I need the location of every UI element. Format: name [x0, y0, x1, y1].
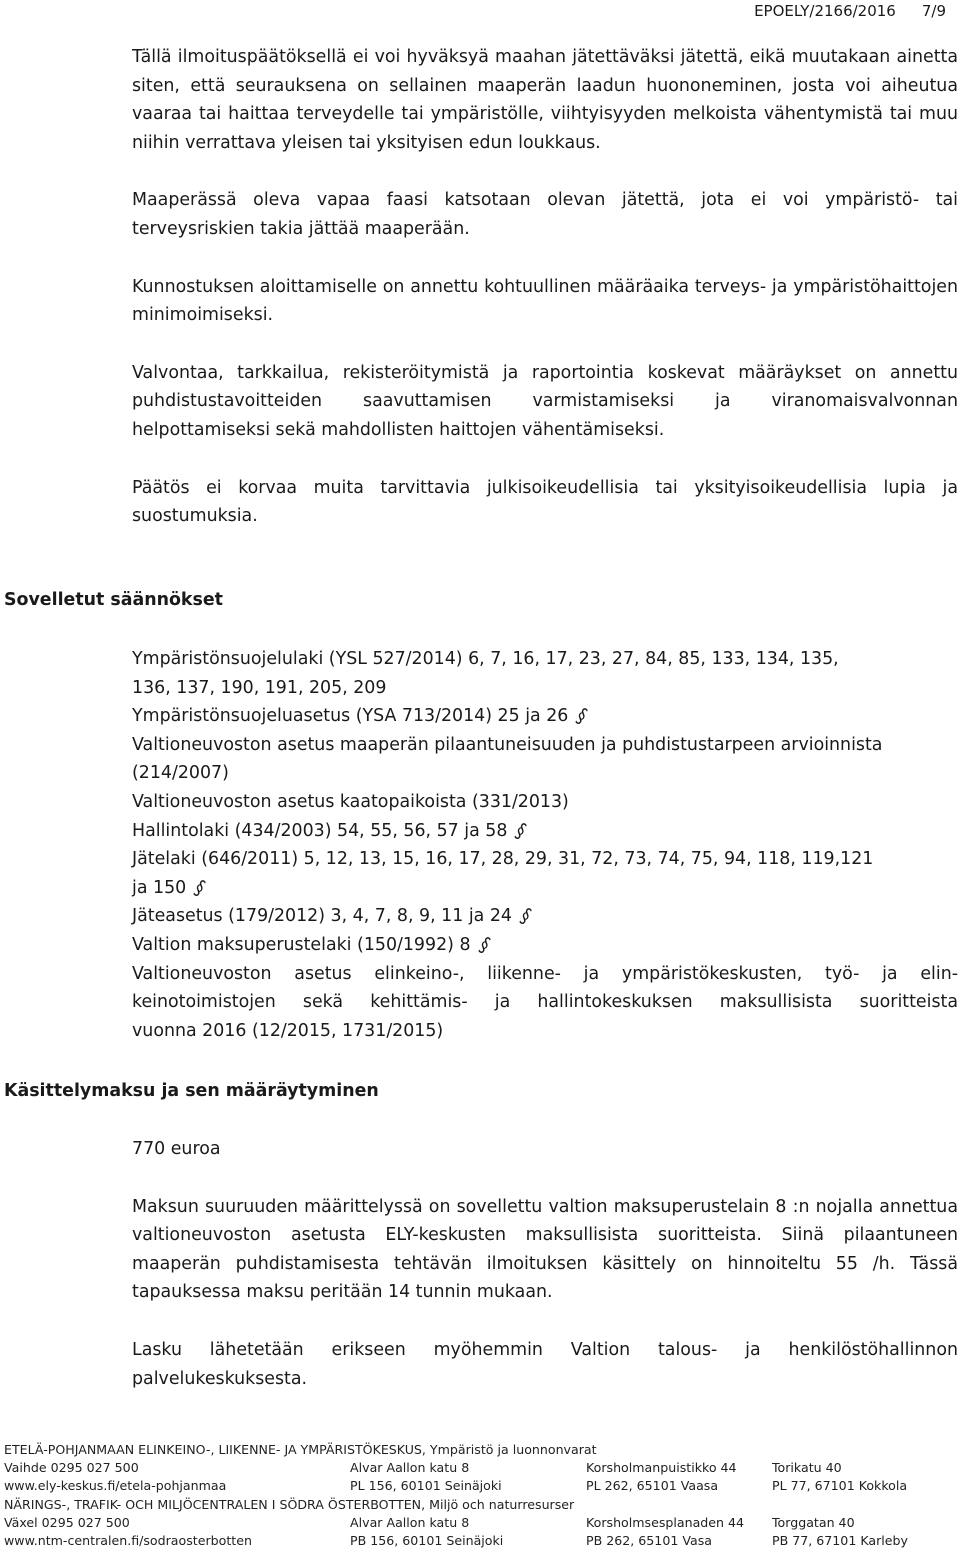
footer-website-link[interactable]: www.ntm-centralen.fi/sodraosterbotten	[4, 1533, 252, 1549]
provision-line: Ympäristönsuojeluasetus (YSA 713/2014) 25 ja 26 §	[132, 703, 592, 729]
page-header	[754, 0, 946, 22]
heading-processing-fee: Käsittelymaksu ja sen määräytyminen	[4, 1081, 379, 1101]
page-number: 7/9	[921, 2, 946, 20]
paragraph-2: Maaperässä oleva vapaa faasi katsotaan olevan jätettä, jota ei voi ympäristö- tai terveysriskien takia jättää maaperään.	[132, 190, 958, 239]
body-paragraphs	[132, 43, 958, 560]
fee-amount: 770 euroa	[132, 1139, 221, 1159]
footer-postbox: PL 77, 67101 Kokkola	[772, 1478, 908, 1494]
provision-line: Jäteasetus (179/2012) 3, 4, 7, 8, 9, 11 ja 24 §	[132, 903, 536, 930]
section-sign-glyph: §	[190, 874, 210, 901]
section-sign-glyph: §	[572, 703, 592, 729]
footer-postbox: PB 262, 65101 Vasa	[586, 1533, 712, 1549]
provision-line: Valtioneuvoston asetus kaatopaikoista (331/2013)	[132, 791, 569, 812]
provision-line: vuonna 2016 (12/2015, 1731/2015)	[132, 1020, 444, 1041]
provision-line: Hallintolaki (434/2003) 54, 55, 56, 57 ja 58 §	[132, 817, 531, 844]
footer-row	[4, 1532, 954, 1550]
footer-phone: Växel 0295 027 500	[4, 1514, 130, 1530]
provision-line: 136, 137, 190, 191, 205, 209	[132, 677, 387, 698]
footer-address: Torggatan 40	[772, 1514, 855, 1530]
document-reference: EPOELY/2166/2016	[754, 2, 896, 20]
page-footer	[4, 1441, 954, 1550]
paragraph-5: Päätös ei korvaa muita tarvittavia julkisoikeudellisia tai yksityisoikeudellisia lupia ja suostumuksia.	[132, 477, 958, 527]
section-sign-glyph: §	[511, 817, 531, 844]
footer-postbox: PB 77, 67101 Karleby	[772, 1533, 908, 1549]
footer-postbox: PB 156, 60101 Seinäjoki	[350, 1533, 504, 1549]
provision-line: ja 150 §	[132, 874, 210, 901]
paragraph-3: Kunnostuksen aloittamiselle on annettu kohtuullinen määräaika terveys- ja ympäristöhaittojen minimoimiseksi.	[132, 276, 958, 326]
footer-postbox: PL 156, 60101 Seinäjoki	[350, 1478, 502, 1494]
paragraph-4: Valvontaa, tarkkailua, rekisteröitymistä ja raportointia koskevat määräykset on annettu puhdistustavoitteiden saavuttamisen varmistamiseksi ja viranomaisvalvonnan helpottamiseksi sekä mahdollisten haittojen vähentämiseksi.	[132, 362, 958, 440]
footer-website-link[interactable]: www.ely-keskus.fi/etela-pohjanmaa	[4, 1478, 227, 1494]
footer-row	[4, 1514, 954, 1532]
provision-line: Ympäristönsuojelulaki (YSL 527/2014) 6, 7, 16, 17, 23, 27, 84, 85, 133, 134, 135,	[132, 649, 839, 669]
heading-applied-provisions: Sovelletut säännökset	[4, 590, 223, 610]
provision-line: Valtioneuvoston asetus maaperän pilaantuneisuuden ja puhdistustarpeen arvioinnista	[132, 734, 883, 755]
section-sign-glyph: §	[474, 932, 494, 958]
fee-paragraph-2: Lasku lähetetään erikseen myöhemmin Valtion talous- ja henkilöstöhallinnon palvelukeskuksesta.	[132, 1339, 958, 1389]
fee-paragraph-1: Maksun suuruuden määrittelyssä on sovellettu valtion maksuperustelain 8 :n nojalla annettua valtioneuvoston asetusta ELY-keskusten maksullisista suoritteista. Siinä pilaantuneen maaperän puhdistamisesta tehtävän ilmoituksen käsittely on hinnoiteltu 55 /h. Tässä tapauksessa maksu peritään 14 tunnin mukaan.	[132, 1196, 958, 1303]
provision-line: (214/2007)	[132, 763, 229, 784]
footer-address: Korsholmsesplanaden 44	[586, 1514, 745, 1530]
fee-section	[132, 1135, 958, 1422]
paragraph-1: Tällä ilmoituspäätöksellä ei voi hyväksyä maahan jätettäväksi jätettä, eikä muutakaan ainetta siten, että seurauksena on sellainen maaperän laadun huononeminen, josta voi aiheutua vaaraa tai haittaa terveydelle tai ympäristölle, viihtyisyyden melkoista vähentymistä tai muu niihin verrattava yleisen tai yksityisen edun loukkaus.	[132, 47, 958, 153]
provision-line: Valtioneuvoston asetus elinkeino-, liikenne- ja ympäristökeskusten, työ- ja elin-	[132, 963, 958, 984]
provision-line: Jätelaki (646/2011) 5, 12, 13, 15, 16, 17, 28, 29, 31, 72, 73, 74, 75, 94, 118, 119,121	[132, 849, 874, 870]
provision-line: Valtion maksuperustelaki (150/1992) 8 §	[132, 932, 494, 958]
footer-address: Torikatu 40	[772, 1460, 842, 1476]
applied-provisions-list	[132, 645, 958, 1045]
footer-phone: Vaihde 0295 027 500	[4, 1460, 139, 1476]
footer-title-sv: NÄRINGS-, TRAFIK- OCH MILJÖCENTRALEN I SÖDRA ÖSTERBOTTEN, Miljö och naturresurser	[4, 1496, 575, 1512]
footer-postbox: PL 262, 65101 Vaasa	[586, 1478, 719, 1494]
footer-title-fi: ETELÄ-POHJANMAAN ELINKEINO-, LIIKENNE- JA YMPÄRISTÖKESKUS, Ympäristö ja luonnonvarat	[4, 1442, 597, 1457]
section-sign-glyph: §	[516, 903, 536, 930]
footer-address: Alvar Aallon katu 8	[350, 1460, 470, 1476]
footer-row	[4, 1459, 954, 1477]
footer-address: Korsholmanpuistikko 44	[586, 1460, 737, 1476]
footer-row	[4, 1477, 954, 1495]
footer-address: Alvar Aallon katu 8	[350, 1514, 470, 1530]
provision-line: keinotoimistojen sekä kehittämis- ja hallintokeskuksen maksullisista suoritteista	[132, 992, 958, 1013]
